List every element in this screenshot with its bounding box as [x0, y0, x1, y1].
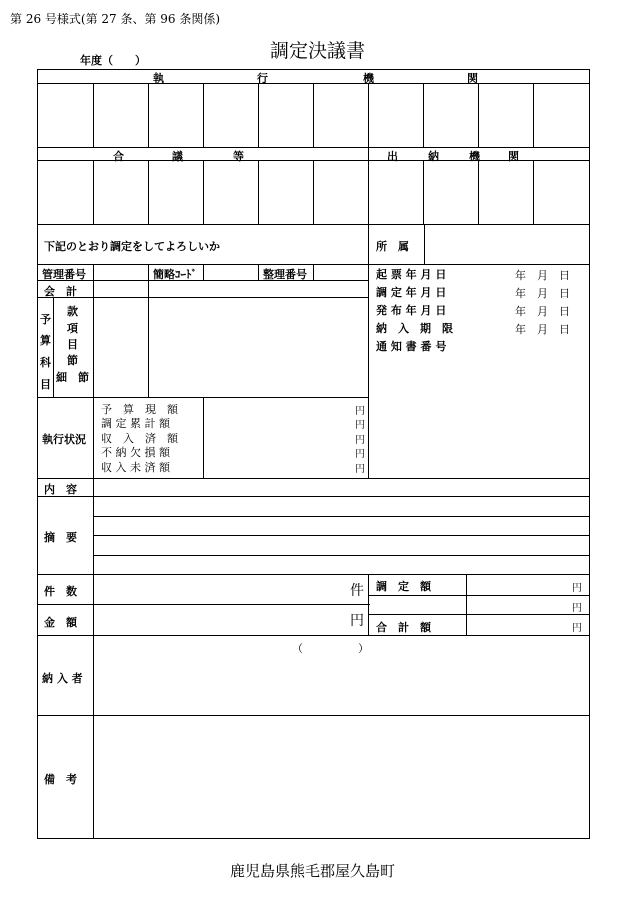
date-value-3: 年 月 日 [515, 305, 570, 318]
date-label-2: 調 定 年 月 日 [376, 286, 447, 299]
date-label-4: 納 入 期 限 [376, 322, 453, 335]
total-label: 合 計 額 [376, 621, 431, 634]
remarks-label: 備 考 [44, 773, 77, 786]
date-value-1: 年 月 日 [515, 269, 570, 282]
council-h1: 合 [113, 150, 124, 163]
budget-sub-5: 細 節 [56, 371, 89, 384]
council-h3: 等 [233, 150, 244, 163]
yen-5: 円 [355, 464, 365, 475]
assessed-amount-label: 調 定 額 [376, 580, 431, 593]
treasury-h1: 出 [387, 150, 398, 163]
yen-assessed: 円 [572, 583, 582, 594]
budget-sub-4: 節 [67, 354, 78, 367]
date-label-5: 通 知 書 番 号 [376, 340, 447, 353]
request-text: 下記のとおり調定をしてよろしいか [44, 240, 220, 253]
budget-sub-1: 款 [67, 305, 78, 318]
content-label: 内 容 [44, 483, 77, 496]
exec-item-1: 予 算 現 額 [101, 403, 178, 416]
arrangement-number-label: 整理番号 [263, 268, 307, 281]
date-label-3: 発 布 年 月 日 [376, 304, 447, 317]
treasury-h4: 関 [508, 150, 519, 163]
exec-h3: 機 [363, 72, 374, 85]
council-h2: 議 [172, 150, 183, 163]
date-value-4: 年 月 日 [515, 323, 570, 336]
exec-item-3: 収 入 済 額 [101, 432, 178, 445]
yen-2: 円 [355, 420, 365, 431]
fiscal-year: 年度（ ） [80, 54, 146, 67]
exec-h4: 関 [467, 72, 478, 85]
management-number-label: 管理番号 [42, 268, 86, 281]
exec-h2: 行 [257, 72, 268, 85]
budget-char-2: 算 [40, 334, 51, 347]
yen-total: 円 [572, 623, 582, 634]
yen-1: 円 [355, 406, 365, 417]
exec-item-2: 調 定 累 計 額 [101, 417, 170, 430]
summary-label: 摘 要 [44, 531, 77, 544]
treasury-h3: 機 [469, 150, 480, 163]
affiliation-label: 所 属 [376, 240, 409, 253]
yen-4: 円 [355, 449, 365, 460]
account-label: 会 計 [44, 285, 77, 298]
budget-char-4: 目 [40, 378, 51, 391]
date-value-2: 年 月 日 [515, 287, 570, 300]
count-label: 件 数 [44, 585, 77, 598]
date-label-1: 起 票 年 月 日 [376, 268, 447, 281]
budget-sub-3: 目 [67, 338, 78, 351]
budget-sub-2: 項 [67, 322, 78, 335]
amount-label: 金 額 [44, 616, 77, 629]
count-unit: 件 [350, 583, 364, 599]
budget-char-3: 科 [40, 356, 51, 369]
exec-item-4: 不 納 欠 損 額 [101, 446, 170, 459]
treasury-h2: 納 [428, 150, 439, 163]
yen-blank: 円 [572, 603, 582, 614]
execution-status-label: 執行状況 [42, 433, 86, 446]
exec-item-5: 収 入 未 済 額 [101, 461, 170, 474]
short-code-label: 簡略ｺｰﾄﾞ [153, 268, 197, 281]
footer-municipality: 鹿児島県熊毛郡屋久島町 [230, 862, 396, 880]
budget-char-1: 予 [40, 313, 51, 326]
page-title: 調定決議書 [270, 40, 366, 62]
payer-paren: （ ） [292, 642, 369, 655]
amount-unit: 円 [350, 613, 364, 629]
exec-h1: 執 [153, 72, 164, 85]
form-number: 第 26 号様式(第 27 条、第 96 条関係) [10, 12, 221, 26]
yen-3: 円 [355, 435, 365, 446]
payer-label: 納 入 者 [42, 672, 83, 685]
